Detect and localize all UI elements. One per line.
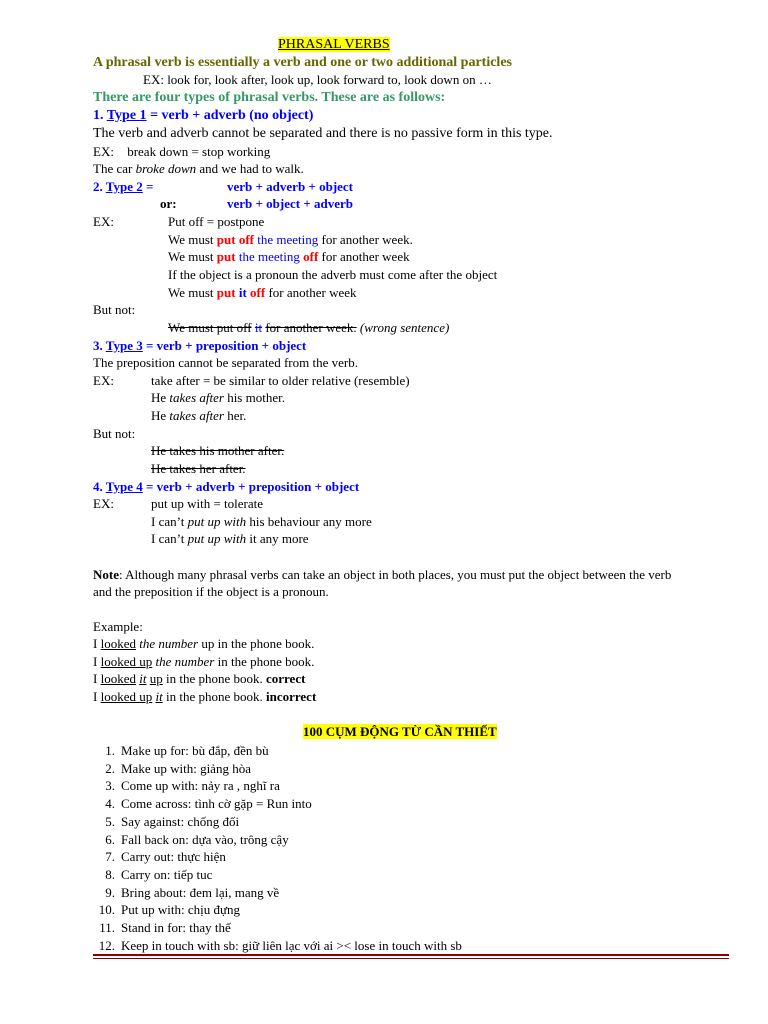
example-line2 (93, 654, 314, 670)
type2-or: or: (160, 196, 177, 211)
s-part: He (151, 390, 167, 405)
type3-label: Type 3 (105, 338, 143, 353)
type2-wrong-sentence (168, 320, 449, 336)
wrong-part: for another week. (265, 320, 357, 335)
type2-formula1: verb + adverb + object (227, 179, 354, 194)
type3-but-not: But not: (93, 426, 136, 441)
type1-sentence-part: The car (93, 161, 133, 176)
ex-verb: looked up (100, 689, 153, 704)
ex-particle: up (149, 671, 163, 686)
s-object: it (238, 285, 247, 300)
ex-part: up in the phone book. (201, 636, 315, 651)
s-phrasal: put up with (187, 514, 247, 529)
s-part: We must (168, 249, 214, 264)
type4-label: Type 4 (105, 479, 143, 494)
list-item (93, 938, 462, 954)
list-item (93, 814, 239, 830)
list-item-number: 3. (105, 778, 115, 794)
s-adverb: off (250, 285, 266, 300)
type4-formula: = verb + adverb + preposition + object (145, 479, 360, 494)
type2-formula2: verb + object + adverb (227, 196, 354, 211)
type3-sentence1 (151, 390, 285, 406)
list-item-number: 11. (99, 920, 115, 935)
list-item-text: Come across: tình cờ gặp = Run into (121, 796, 312, 812)
s-part: He (151, 408, 167, 423)
example-line1 (93, 636, 314, 652)
ex-verdict: correct (265, 671, 306, 686)
type3-heading (93, 338, 306, 354)
s-phrasal: takes after (169, 390, 224, 405)
wrong-object: it (254, 320, 263, 335)
ex-object: it (139, 671, 147, 686)
type2-eq: = (145, 179, 154, 194)
types-intro: There are four types of phrasal verbs. These are as follows: (93, 90, 446, 105)
type1-example (93, 144, 270, 160)
s-part: We must (168, 232, 214, 247)
type2-sentence3 (168, 285, 357, 301)
list-item-text: Bring about: đem lại, mang về (121, 884, 280, 900)
ex-part: in the phone book. (165, 689, 263, 704)
s-part: his mother. (227, 390, 285, 405)
note-line2: and the preposition if the object is a pronoun. (93, 584, 329, 599)
s-adverb: off (303, 249, 319, 264)
type1-description: The verb and adverb cannot be separated and there is no passive form in this type. (93, 126, 553, 141)
list-item (93, 867, 212, 883)
s-part: her. (227, 408, 247, 423)
type1-heading (93, 108, 313, 124)
type2-ex-label: EX: (93, 214, 114, 229)
list-item-number: 6. (105, 831, 115, 847)
list-item-number: 12. (98, 937, 115, 953)
list-item (93, 778, 280, 794)
s-part: his behaviour any more (249, 514, 372, 529)
list-item (93, 743, 269, 759)
type1-ex-text: break down = stop working (127, 144, 271, 159)
example-line4 (93, 689, 316, 705)
ex-object: the number (155, 654, 215, 669)
s-object: the meeting (257, 232, 319, 247)
list-item-text: Put up with: chịu đựng (121, 902, 240, 918)
list-item (93, 796, 312, 812)
s-verb: put (216, 285, 236, 300)
type4-sentence2 (151, 531, 309, 547)
type4-number: 4. (93, 479, 103, 494)
wrong-part: We must put off (168, 320, 252, 335)
type2-label: Type 2 (105, 179, 143, 194)
list-item-text: Make up with: giảng hòa (121, 760, 251, 776)
s-phrasal: put up with (187, 531, 247, 546)
list-item (93, 849, 226, 865)
list-item (93, 832, 289, 848)
type2-heading (93, 179, 153, 195)
s-part: for another week (321, 249, 410, 264)
footer-rule (93, 954, 729, 956)
type1-sentence (93, 161, 304, 177)
type1-number: 1. (93, 108, 104, 123)
type2-number: 2. (93, 179, 103, 194)
list-item-text: Fall back on: dựa vào, trông cậy (121, 831, 289, 847)
type2-sentence1 (168, 232, 413, 248)
type1-label: Type 1 (106, 108, 147, 123)
list-item-text: Carry out: thực hiện (121, 849, 226, 865)
type2-ex-def: Put off = postpone (168, 214, 265, 229)
s-part: for another week (268, 285, 357, 300)
s-part: I can’t (151, 514, 185, 529)
list-item-number: 1. (105, 743, 115, 758)
type1-ex-label: EX: (93, 144, 114, 159)
note-line1 (93, 567, 671, 583)
s-phrasal: takes after (169, 408, 224, 423)
type3-ex-label: EX: (93, 373, 114, 388)
type3-number: 3. (93, 338, 103, 353)
list-item-number: 8. (105, 866, 115, 882)
list-item-number: 9. (105, 884, 115, 900)
type3-sentence2 (151, 408, 246, 424)
example-line3 (93, 671, 305, 687)
ex-verb: looked (100, 636, 136, 651)
list-item (93, 761, 251, 777)
ex-part: I (93, 636, 98, 651)
list-item-number: 5. (105, 813, 115, 829)
s-part: We must (168, 285, 214, 300)
type3-wrong1: He takes his mother after. (151, 443, 285, 458)
ex-part: in the phone book. (217, 654, 315, 669)
type1-sentence-phrasal: broke down (135, 161, 197, 176)
list-item-number: 7. (105, 849, 115, 865)
s-part: for another week. (321, 232, 413, 247)
list-item-text: Carry on: tiếp tuc (121, 866, 213, 882)
list-item (93, 920, 231, 936)
title-text: PHRASAL VERBS (278, 37, 390, 52)
wrong-note: (wrong sentence) (359, 320, 450, 335)
note-text: : Although many phrasal verbs can take an object in both places, you must put the object between the verb (119, 567, 672, 582)
type4-ex-label: EX: (93, 496, 114, 511)
ex-part: in the phone book. (165, 671, 263, 686)
list-heading-text: 100 CỤM ĐỘNG TỪ CẦN THIẾT (303, 724, 497, 739)
list-item-number: 10. (98, 902, 115, 918)
intro-definition: A phrasal verb is essentially a verb and one or two additional particles (93, 55, 512, 70)
s-verb: put (216, 249, 236, 264)
ex-object: the number (139, 636, 199, 651)
s-object: the meeting (238, 249, 300, 264)
list-item (93, 885, 279, 901)
list-item-text: Stand in for: thay thế (121, 920, 231, 935)
type3-formula: = verb + preposition + object (145, 338, 307, 353)
ex-verb: looked (100, 671, 136, 686)
intro-examples: EX: look for, look after, look up, look forward to, look down on … (143, 72, 492, 87)
type2-but-not: But not: (93, 302, 136, 317)
example-label: Example: (93, 619, 143, 634)
s-part: I can’t (151, 531, 185, 546)
list-item-number: 4. (105, 796, 115, 812)
list-item-number: 2. (105, 760, 115, 776)
ex-part: I (93, 671, 98, 686)
list-heading (303, 724, 497, 740)
type2-pronoun-rule: If the object is a pronoun the adverb must come after the object (168, 267, 498, 282)
ex-part: I (93, 689, 98, 704)
footer-rule-thin (93, 958, 729, 959)
ex-verb: looked up (100, 654, 153, 669)
type3-ex-def: take after = be similar to older relative (resemble) (151, 373, 410, 388)
ex-object: it (155, 689, 163, 704)
list-item-text: Come up with: nảy ra , nghĩ ra (121, 778, 280, 794)
page-title (278, 37, 390, 53)
type4-ex-def: put up with = tolerate (151, 496, 264, 511)
list-item (93, 902, 240, 918)
ex-part: I (93, 654, 98, 669)
note-label: Note (93, 567, 119, 582)
type3-description: The preposition cannot be separated from the verb. (93, 355, 358, 370)
type4-sentence1 (151, 514, 372, 530)
type2-sentence2 (168, 249, 410, 265)
type1-sentence-part: and we had to walk. (199, 161, 304, 176)
s-verb: put off (216, 232, 254, 247)
type3-wrong2: He takes her after. (151, 461, 246, 476)
list-item-text: Keep in touch with sb: giữ liên lạc với ai >< lose in touch with sb (121, 937, 462, 953)
list-item-text: Say against: chống đối (121, 813, 240, 829)
ex-verdict: incorrect (265, 689, 317, 704)
type1-formula: = verb + adverb (no object) (150, 108, 314, 123)
type4-heading (93, 479, 359, 495)
list-item-text: Make up for: bù đắp, đền bù (121, 743, 269, 758)
s-part: it any more (249, 531, 309, 546)
